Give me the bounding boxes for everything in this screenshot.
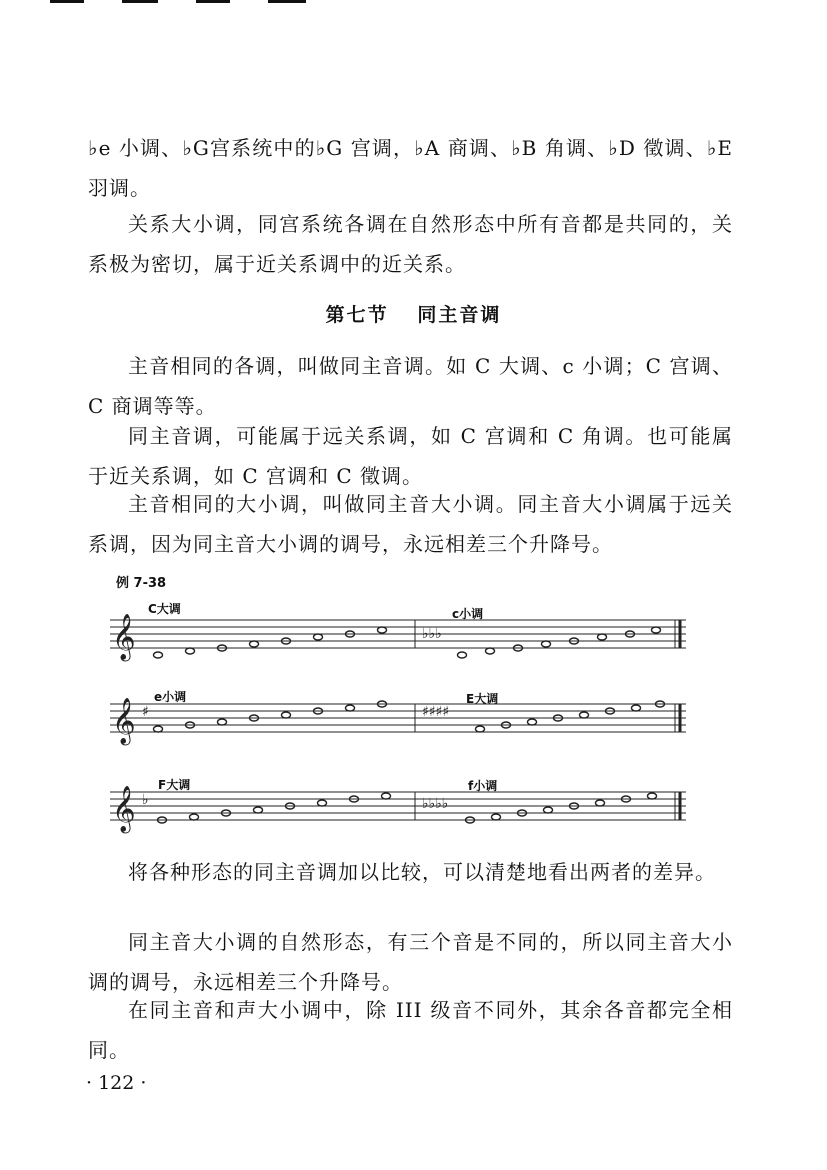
svg-text:♭♭♭♭: ♭♭♭♭ [422,796,449,812]
page-number: · 122 · [86,1072,147,1094]
section-heading [0,300,827,327]
svg-text:♯♯♯♯: ♯♯♯♯ [422,704,450,720]
key-label: C大调 [148,602,181,616]
treble-clef-icon: 𝄞 [112,786,136,832]
key-label: F大调 [158,778,191,792]
top-rule [196,0,230,3]
top-rule [122,0,158,3]
top-rule [268,0,306,3]
key-label: f小调 [468,779,498,793]
paragraph: 主音相同的各调，叫做同主音调。如 C 大调、c 小调；C 宫调、C 商调等等。 [88,354,733,418]
paragraph: 将各种形态的同主音调加以比较，可以清楚地看出两者的差异。 [128,860,716,884]
paragraph: 主音相同的大小调，叫做同主音大小调。同主音大小调属于远关系调，因为同主音大小调的调号，永远相差三个升降号。 [88,492,733,556]
key-label: e小调 [154,690,187,704]
treble-clef-icon: 𝄞 [112,614,136,660]
paragraph: 同主音大小调的自然形态，有三个音是不同的，所以同主音大小调的调号，永远相差三个升降号。 [88,930,733,994]
section-title: 同主音调 [417,304,502,326]
top-rule [50,0,84,3]
treble-clef-icon: 𝄞 [112,698,136,744]
paragraph: ♭e 小调、♭G宫系统中的♭G 宫调，♭A 商调、♭B 角调、♭D 徵调、♭E 羽调。 [88,136,733,200]
example-label: 例 7-38 [116,576,167,591]
key-label: E大调 [466,692,499,706]
paragraph: 同主音调，可能属于远关系调，如 C 宫调和 C 角调。也可能属于近关系调，如 C 宫调和 C 徵调。 [88,424,733,488]
svg-text:♭: ♭ [142,792,149,808]
paragraph: 在同主音和声大小调中，除 III 级音不同外，其余各音都完全相同。 [88,998,733,1062]
music-staff [110,612,690,852]
paragraph: 关系大小调，同宫系统各调在自然形态中所有音都是共同的，关系极为密切，属于近关系调中的近关系。 [88,212,733,276]
section-number: 第七节 [325,304,389,326]
svg-text:♭♭♭: ♭♭♭ [422,626,442,642]
svg-text:♯: ♯ [142,704,149,720]
key-label: c小调 [452,607,484,621]
